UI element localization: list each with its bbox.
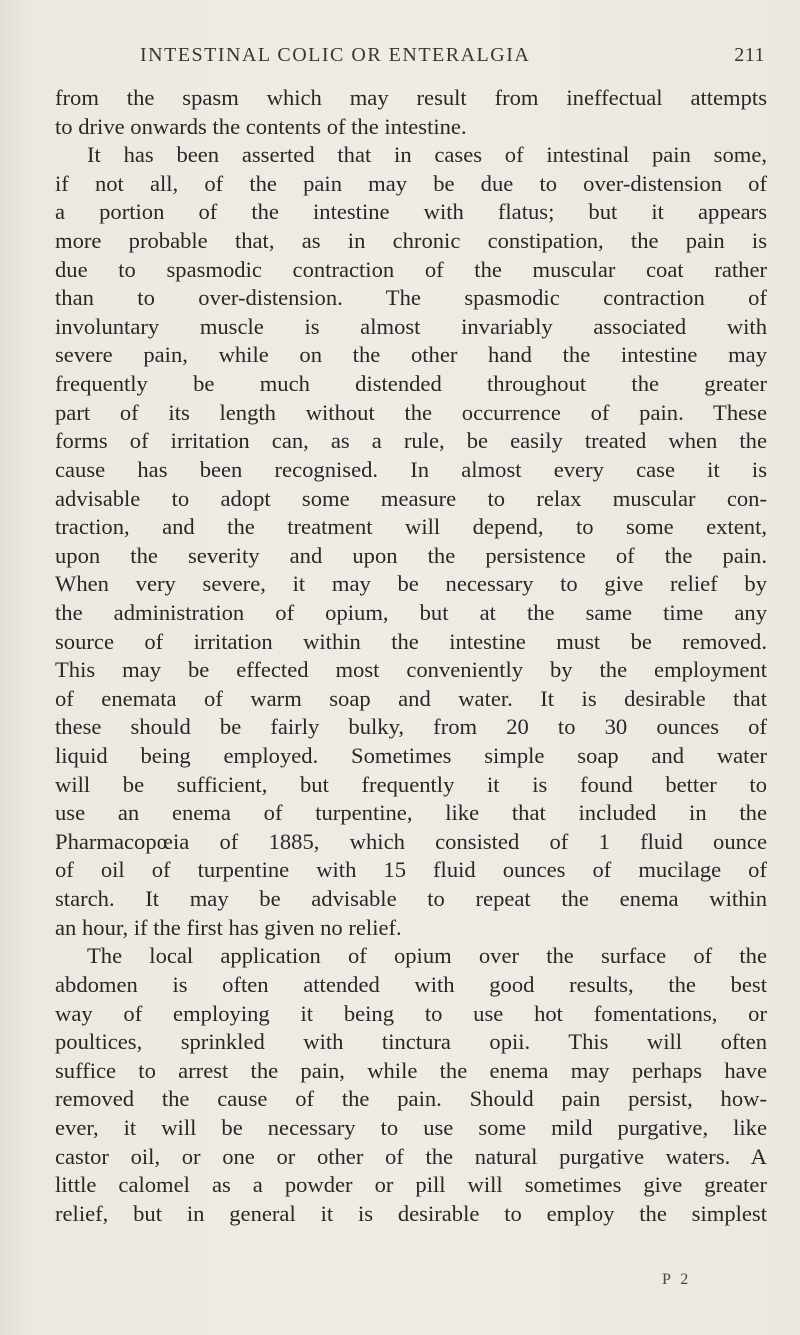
text-line: suffice to arrest the pain, while the enema may perhaps have <box>55 1057 767 1083</box>
text-line: due to spasmodic contraction of the muscular coat rather <box>55 256 767 282</box>
text-line: relief, but in general it is desirable to employ the simplest <box>55 1200 767 1226</box>
body-text <box>55 84 767 1228</box>
running-head <box>100 44 765 74</box>
text-line: to drive onwards the contents of the intestine. <box>55 113 467 139</box>
text-line: the administration of opium, but at the same time any <box>55 599 767 625</box>
running-title: INTESTINAL COLIC OR ENTERALGIA <box>140 44 531 66</box>
text-line: an hour, if the first has given no relief. <box>55 914 402 940</box>
text-line: involuntary muscle is almost invariably associated with <box>55 313 767 339</box>
text-line: upon the severity and upon the persistence of the pain. <box>55 542 767 568</box>
text-line: these should be fairly bulky, from 20 to 30 ounces of <box>55 714 767 740</box>
text-line: than to over-distension. The spasmodic contraction of <box>55 285 767 311</box>
text-line: a portion of the intestine with flatus; but it appears <box>55 199 767 225</box>
text-line: little calomel as a powder or pill will sometimes give greater <box>55 1172 767 1198</box>
text-line: ever, it will be necessary to use some mild purgative, like <box>55 1114 767 1140</box>
text-line: When very severe, it may be necessary to give relief by <box>55 571 767 597</box>
text-line: traction, and the treatment will depend, to some extent, <box>55 514 767 540</box>
text-line: forms of irritation can, as a rule, be easily treated when the <box>55 428 767 454</box>
text-line: will be sufficient, but frequently it is found better to <box>55 771 767 797</box>
text-line: poultices, sprinkled with tinctura opii. This will often <box>55 1029 767 1055</box>
page-number: 211 <box>734 44 765 66</box>
text-line: starch. It may be advisable to repeat the enema within <box>55 886 767 912</box>
text-line: liquid being employed. Sometimes simple soap and water <box>55 743 767 769</box>
text-line: This may be effected most conveniently by the employment <box>55 657 767 683</box>
text-line: if not all, of the pain may be due to over-distension of <box>55 170 767 196</box>
text-line: part of its length without the occurrence of pain. These <box>55 399 767 425</box>
text-line: use an enema of turpentine, like that included in the <box>55 800 767 826</box>
text-line: advisable to adopt some measure to relax muscular con- <box>55 485 767 511</box>
text-line: The local application of opium over the surface of the <box>87 943 767 969</box>
text-line: from the spasm which may result from ineffectual attempts <box>55 85 767 110</box>
text-line: castor oil, or one or other of the natural purgative waters. A <box>55 1143 767 1169</box>
text-line: frequently be much distended throughout the greater <box>55 371 767 397</box>
text-line: source of irritation within the intestine must be removed. <box>55 628 767 654</box>
signature-mark: P 2 <box>662 1271 692 1288</box>
text-line: removed the cause of the pain. Should pain persist, how- <box>55 1086 767 1112</box>
text-line: Pharmacopœia of 1885, which consisted of 1 fluid ounce <box>55 828 767 854</box>
text-line: It has been asserted that in cases of intestinal pain some, <box>87 142 767 168</box>
text-line: abdomen is often attended with good results, the best <box>55 971 767 997</box>
text-line: way of employing it being to use hot fomentations, or <box>55 1000 767 1026</box>
text-line: more probable that, as in chronic constipation, the pain is <box>55 228 767 254</box>
text-line: of oil of turpentine with 15 fluid ounces of mucilage of <box>55 857 767 883</box>
text-line: cause has been recognised. In almost every case it is <box>55 456 767 482</box>
text-line: severe pain, while on the other hand the intestine may <box>55 342 767 368</box>
text-line: of enemata of warm soap and water. It is desirable that <box>55 685 767 711</box>
